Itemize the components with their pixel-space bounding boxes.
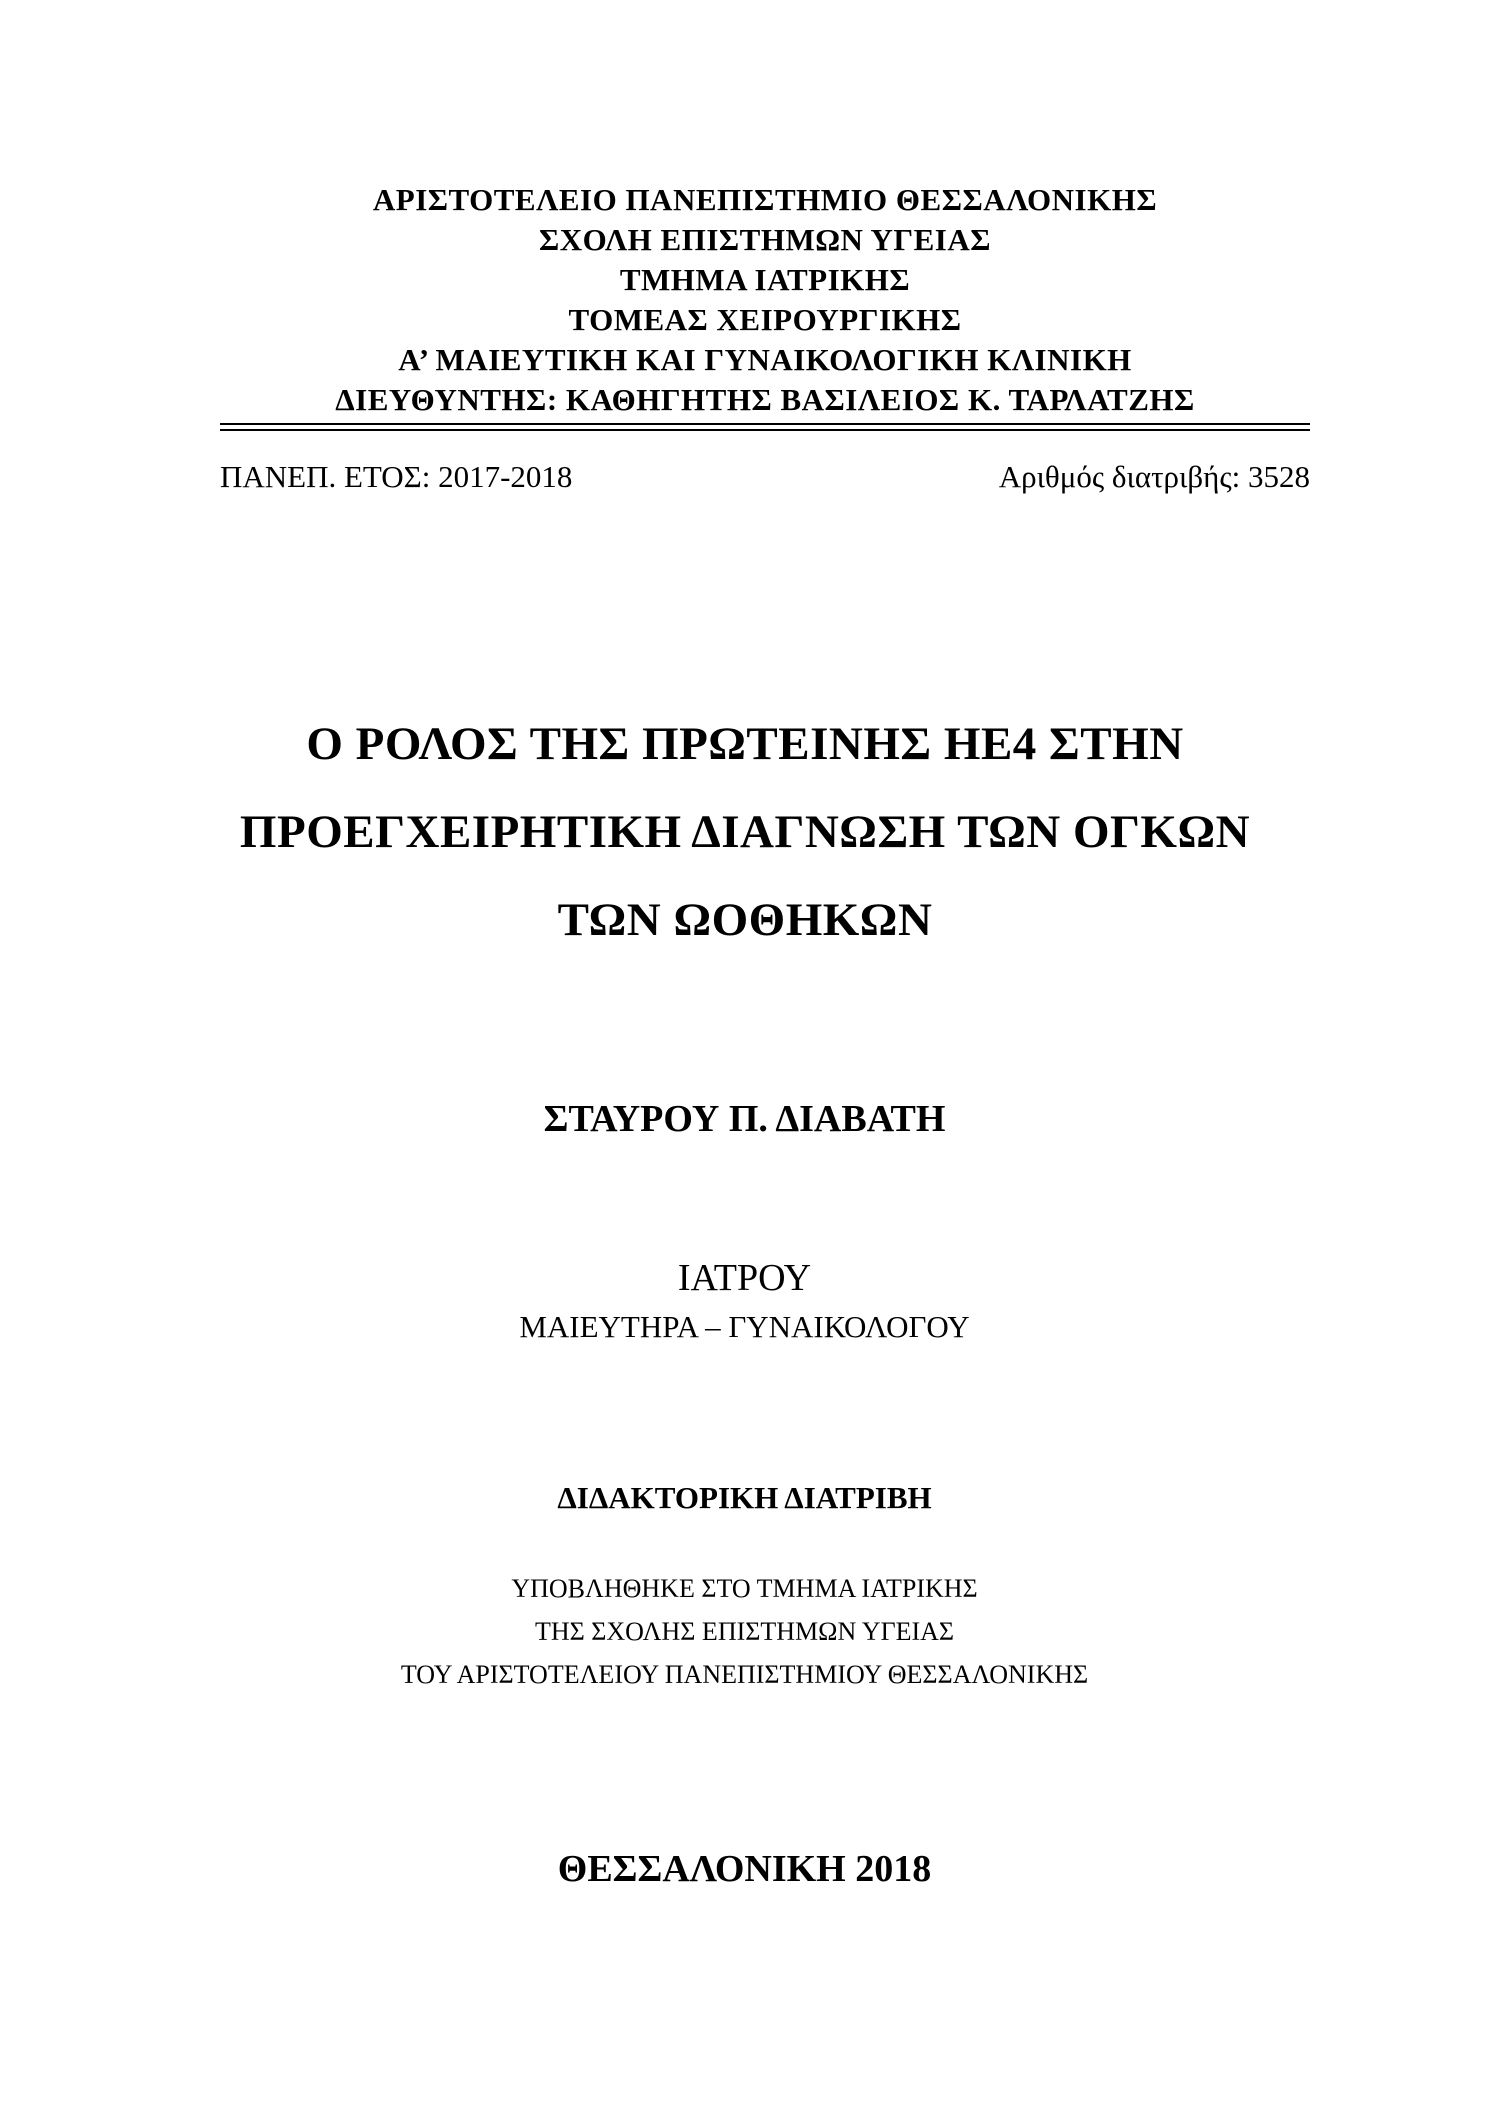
thesis-title-line: Ο ΡΟΛΟΣ ΤΗΣ ΠΡΩΤΕΙΝΗΣ ΗΕ4 ΣΤΗΝ — [306, 718, 1184, 770]
clinic-name: Α’ ΜΑΙΕΥΤΙΚΗ ΚΑΙ ΓΥΝΑΙΚΟΛΟΓΙΚΗ ΚΛΙΝΙΚΗ — [398, 342, 1132, 377]
submission-line: ΥΠΟΒΛΗΘΗΚΕ ΣΤΟ ΤΜΗΜΑ ΙΑΤΡΙΚΗΣ — [511, 1574, 978, 1603]
director-line: ΔΙΕΥΘΥΝΤΗΣ: ΚΑΘΗΓΗΤΗΣ ΒΑΣΙΛΕΙΟΣ Κ. ΤΑΡΛΑΤΖΗΣ — [335, 382, 1195, 417]
header-divider-top — [220, 423, 1310, 425]
submission-statement — [0, 1567, 1489, 1696]
thesis-number: Αριθμός διατριβής: 3528 — [998, 459, 1310, 494]
author-name: ΣΤΑΥΡΟΥ Π. ΔΙΑΒΑΤΗ — [543, 1098, 946, 1140]
institution-header — [220, 180, 1310, 420]
submission-line: ΤΟΥ ΑΡΙΣΤΟΤΕΛΕΙΟΥ ΠΑΝΕΠΙΣΤΗΜΙΟΥ ΘΕΣΣΑΛΟΝΙΚΗΣ — [400, 1660, 1089, 1689]
school-name: ΣΧΟΛΗ ΕΠΙΣΤΗΜΩΝ ΥΓΕΙΑΣ — [538, 222, 992, 257]
thesis-title-line: ΠΡΟΕΓΧΕΙΡΗΤΙΚΗ ΔΙΑΓΝΩΣΗ ΤΩΝ ΟΓΚΩΝ — [239, 806, 1251, 858]
department-name: ΤΜΗΜΑ ΙΑΤΡΙΚΗΣ — [619, 262, 911, 297]
academic-year: ΠΑΝΕΠ. ΕΤΟΣ: 2017-2018 — [220, 459, 573, 494]
thesis-title — [160, 700, 1330, 964]
thesis-type: ΔΙΔΑΚΤΟΡΙΚΗ ΔΙΑΤΡΙΒΗ — [557, 1480, 932, 1515]
submission-line: ΤΗΣ ΣΧΟΛΗΣ ΕΠΙΣΤΗΜΩΝ ΥΓΕΙΑΣ — [534, 1617, 955, 1646]
university-name: ΑΡΙΣΤΟΤΕΛΕΙΟ ΠΑΝΕΠΙΣΤΗΜΙΟ ΘΕΣΣΑΛΟΝΙΚΗΣ — [372, 182, 1158, 217]
author-profession: ΙΑΤΡΟΥ — [677, 1257, 812, 1299]
author-specialty: ΜΑΙΕΥΤΗΡΑ – ΓΥΝΑΙΚΟΛΟΓΟΥ — [519, 1309, 970, 1344]
sector-name: ΤΟΜΕΑΣ ΧΕΙΡΟΥΡΓΙΚΗΣ — [568, 302, 962, 337]
place-and-year: ΘΕΣΣΑΛΟΝΙΚΗ 2018 — [557, 1848, 932, 1890]
header-divider-bottom — [220, 429, 1310, 431]
thesis-title-line: ΤΩΝ ΩΟΘΗΚΩΝ — [557, 894, 933, 946]
